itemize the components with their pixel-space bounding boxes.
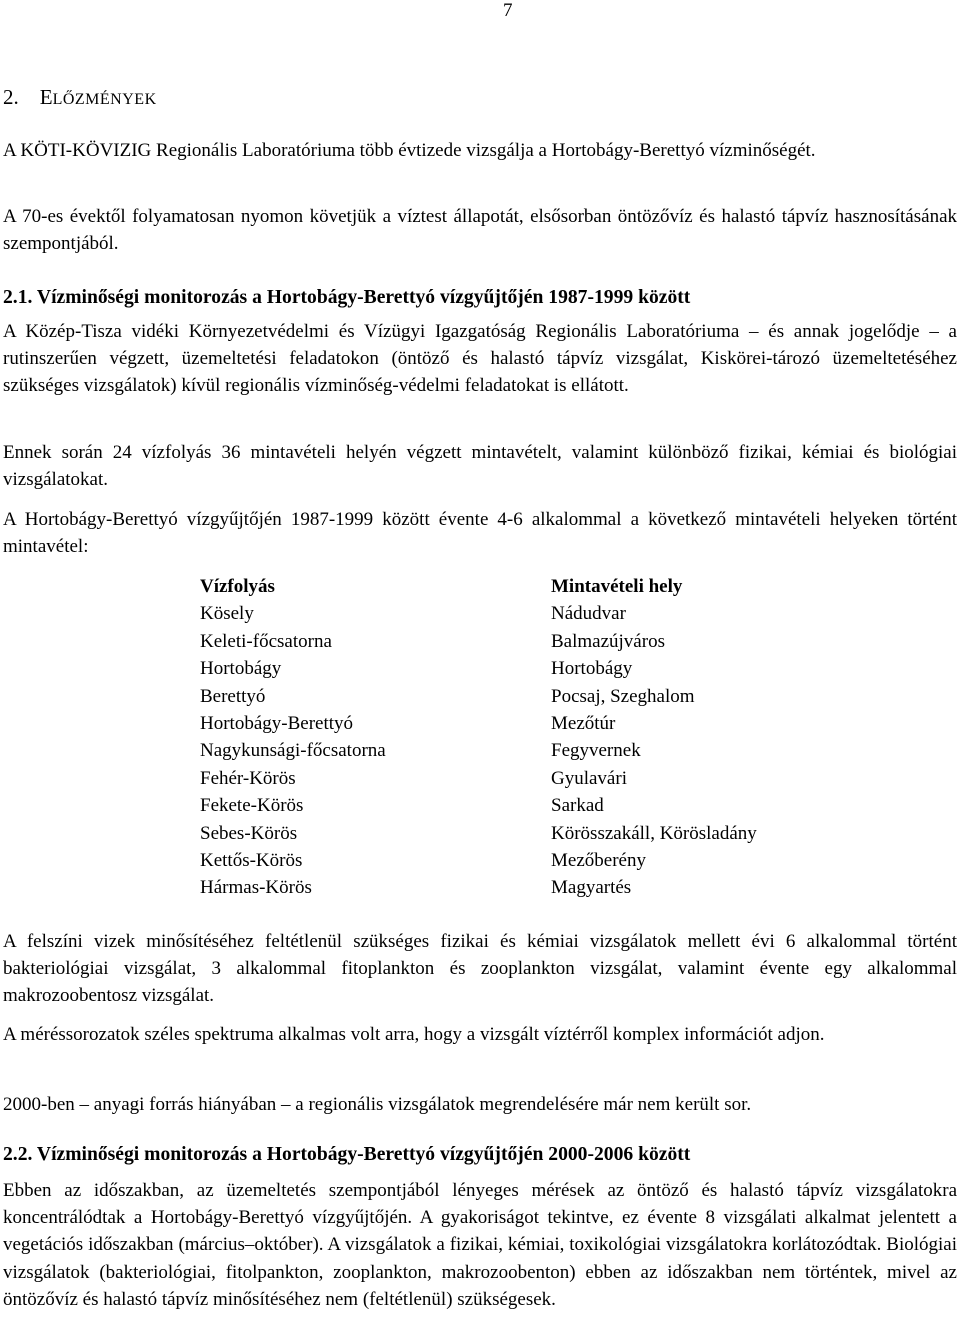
table-cell-watercourse: Nagykunsági-főcsatorna bbox=[200, 740, 386, 762]
table-header-watercourse: Vízfolyás bbox=[200, 576, 275, 597]
intro-paragraph-1: A KÖTI-KÖVIZIG Regionális Laboratóriuma több évtizede vizsgálja a Hortobágy-Berettyó vízminőségét. bbox=[3, 140, 816, 161]
table-cell-sampling-site: Gyulavári bbox=[551, 767, 627, 789]
table-cell-sampling-site: Sarkad bbox=[551, 795, 604, 817]
section-2-1-heading: 2.1. Vízminőségi monitorozás a Hortobágy-Berettyó vízgyűjtőjén 1987-1999 között bbox=[3, 287, 691, 308]
table-cell-sampling-site: Fegyvernek bbox=[551, 740, 641, 762]
section-2-1-paragraph-2: Ennek során 24 vízfolyás 36 mintavételi helyén végzett mintavételt, valamint különböző fizikai, kémiai és biológiai vizsgálatokat. bbox=[3, 442, 957, 491]
sites-table-sampling-site-column bbox=[551, 573, 757, 902]
table-cell-sampling-site: Nádudvar bbox=[551, 603, 626, 625]
section-2-1-paragraph-3: A Hortobágy-Berettyó vízgyűjtőjén 1987-1999 között évente 4-6 alkalommal a következő mintavételi helyeken történt mintavétel: bbox=[3, 509, 957, 558]
chapter-number: 2. bbox=[3, 85, 19, 109]
table-cell-watercourse: Fehér-Körös bbox=[200, 767, 296, 789]
chapter-heading bbox=[3, 84, 157, 113]
table-cell-watercourse: Hortobágy-Berettyó bbox=[200, 713, 354, 735]
table-cell-watercourse: Fekete-Körös bbox=[200, 795, 304, 817]
table-cell-watercourse: Hortobágy bbox=[200, 658, 282, 680]
sites-table-watercourse-column bbox=[200, 573, 386, 902]
section-2-2-paragraph-1: Ebben az időszakban, az üzemeltetés szempontjából lényeges mérések az öntöző és halastó tápvíz vizsgálatokra koncentrálódtak a Hortobágy-Berettyó vízgyűjtőjén. A gyakoriságot tekintve, ez évente 8 vizsgálati alkalmat jelentett a vegetációs időszakban (március–október). A vizsgálatok a fizikai, kémiai, toxikológiai vizsgálatokra korlátozódtak. Biológiai vizsgálatok (bakteriológiai, fitolpankton, zooplankton, makrozoobenton) ebben az időszakban nem történtek, mivel az öntözővíz és halastó tápvíz minősítéséhez nem (feltétlenül) szükségesek. bbox=[3, 1180, 957, 1310]
table-cell-sampling-site: Mezőberény bbox=[551, 850, 646, 872]
chapter-title-rest: LŐZMÉNYEK bbox=[52, 91, 157, 108]
table-cell-sampling-site: Hortobágy bbox=[551, 658, 633, 680]
table-cell-sampling-site: Balmazújváros bbox=[551, 630, 665, 652]
table-cell-watercourse: Hármas-Körös bbox=[200, 877, 312, 899]
table-cell-sampling-site: Magyartés bbox=[551, 877, 632, 899]
table-cell-watercourse: Kösely bbox=[200, 603, 254, 625]
after-table-paragraph-2: A méréssorozatok széles spektruma alkalmas volt arra, hogy a vizsgált víztérről komplex információt adjon. bbox=[3, 1024, 825, 1045]
page-number: 7 bbox=[503, 0, 513, 21]
table-cell-watercourse: Berettyó bbox=[200, 685, 266, 707]
table-cell-sampling-site: Körösszakáll, Körösladány bbox=[551, 822, 757, 844]
table-cell-sampling-site: Pocsaj, Szeghalom bbox=[551, 685, 695, 707]
section-2-2-heading: 2.2. Vízminőségi monitorozás a Hortobágy-Berettyó vízgyűjtőjén 2000-2006 között bbox=[3, 1144, 691, 1165]
table-cell-sampling-site: Mezőtúr bbox=[551, 713, 616, 735]
section-2-1-paragraph-1: A Közép-Tisza vidéki Környezetvédelmi és Vízügyi Igazgatóság Regionális Laboratóriuma – és annak jogelődje – a rutinszerűen végzett, üzemeltetési feladatokon (öntöző és halastó tápvíz vizsgálat, Kiskörei-tározó üzemeltetéséhez szükséges vizsgálatok) kívül regionális vízminőség-védelmi feladatokat is ellátott. bbox=[3, 321, 957, 397]
after-table-paragraph-3: 2000-ben – anyagi forrás hiányában – a regionális vizsgálatok megrendelésére már nem került sor. bbox=[3, 1094, 752, 1115]
chapter-title-initial: E bbox=[39, 85, 53, 109]
table-cell-watercourse: Keleti-főcsatorna bbox=[200, 630, 332, 652]
after-table-paragraph-1: A felszíni vizek minősítéséhez feltétlenül szükséges fizikai és kémiai vizsgálatok mellett évi 6 alkalommal történt bakteriológiai vizsgálat, 3 alkalommal fitoplankton és zooplankton vizsgálat, valamint évente egy alkalommal makrozoobentosz vizsgálat. bbox=[3, 931, 957, 1007]
table-cell-watercourse: Kettős-Körös bbox=[200, 850, 303, 872]
table-header-sampling-site: Mintavételi hely bbox=[551, 576, 683, 597]
table-cell-watercourse: Sebes-Körös bbox=[200, 822, 298, 844]
intro-paragraph-2: A 70-es évektől folyamatosan nyomon követjük a víztest állapotát, elsősorban öntözővíz és halastó tápvíz hasznosításának szempontjából. bbox=[3, 206, 957, 255]
